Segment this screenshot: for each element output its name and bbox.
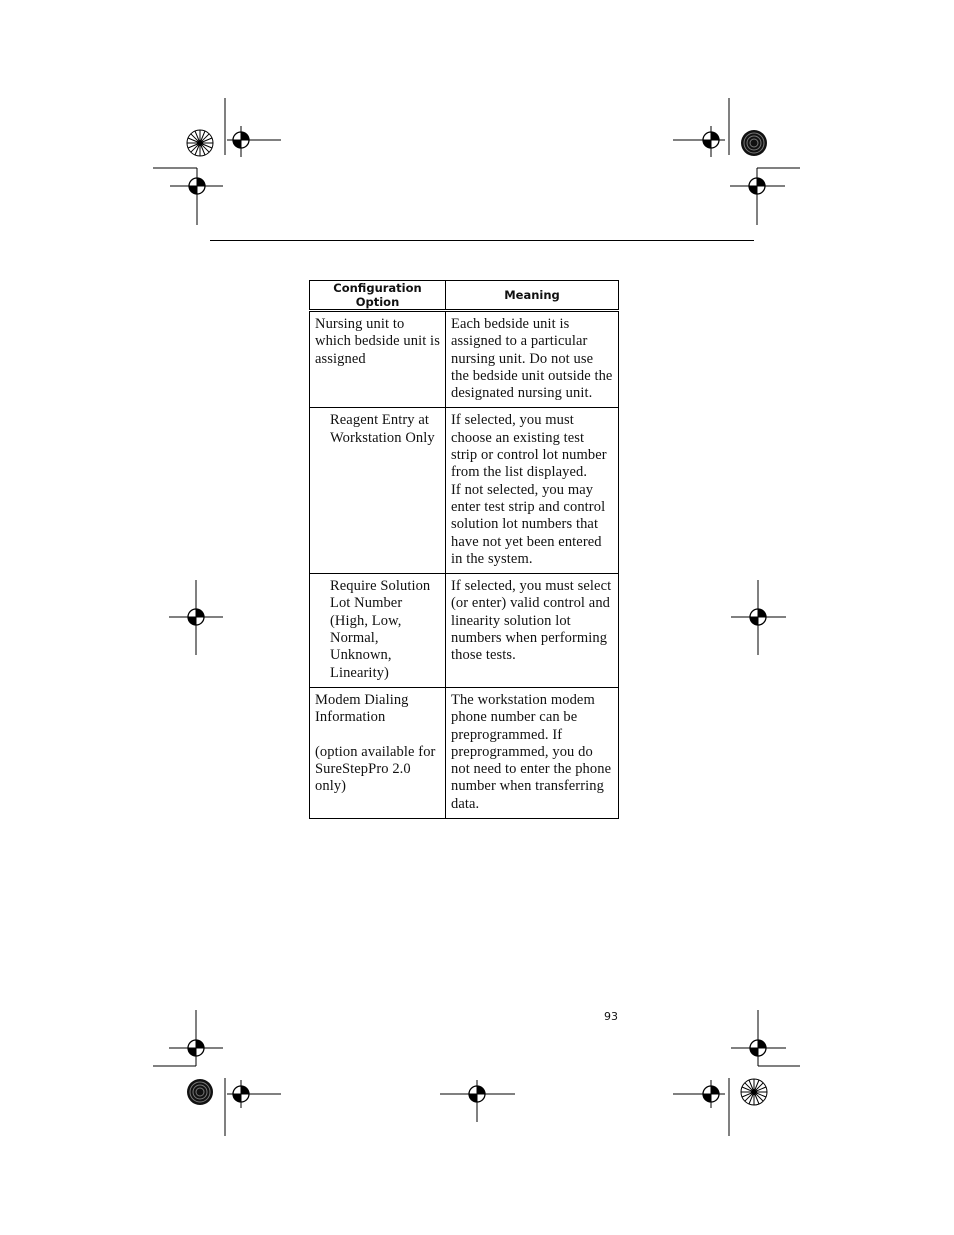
configuration-table [309, 280, 619, 819]
option-note: (option available for SureStepPro 2.0 only) [315, 743, 436, 795]
option-cell: Require Solution Lot Number (High, Low, Normal, Unknown, Linearity) [310, 574, 446, 688]
option-label: Modem Dialing Information [315, 691, 409, 726]
table-row [310, 574, 619, 688]
option-cell: Reagent Entry at Workstation Only [310, 408, 446, 574]
meaning-cell: If selected, you must select (or enter) valid control and linearity solution lot numbers when performing those tests. [446, 574, 619, 688]
table-row [310, 687, 619, 818]
meaning-cell: Each bedside unit is assigned to a particular nursing unit. Do not use the bedside unit outside the designated nursing unit. [446, 311, 619, 408]
table-row [310, 311, 619, 408]
meaning-cell: The workstation modem phone number can be preprogrammed. If preprogrammed, you do not need to enter the phone number when transferring data. [446, 687, 619, 818]
meaning-paragraph: If not selected, you may enter test strip and control solution lot numbers that have not yet been entered in the system. [451, 481, 606, 567]
column-header-option: Configuration Option [310, 281, 446, 311]
option-cell: Nursing unit to which bedside unit is assigned [310, 311, 446, 408]
header-rule [210, 240, 754, 241]
meaning-paragraph: If selected, you must choose an existing test strip or control lot number from the list displayed. [451, 412, 607, 481]
table-row [310, 408, 619, 574]
meaning-cell [446, 408, 619, 574]
table-header-row [310, 281, 619, 311]
page-number: 93 [604, 1010, 618, 1023]
option-cell [310, 687, 446, 818]
column-header-meaning: Meaning [446, 281, 619, 311]
